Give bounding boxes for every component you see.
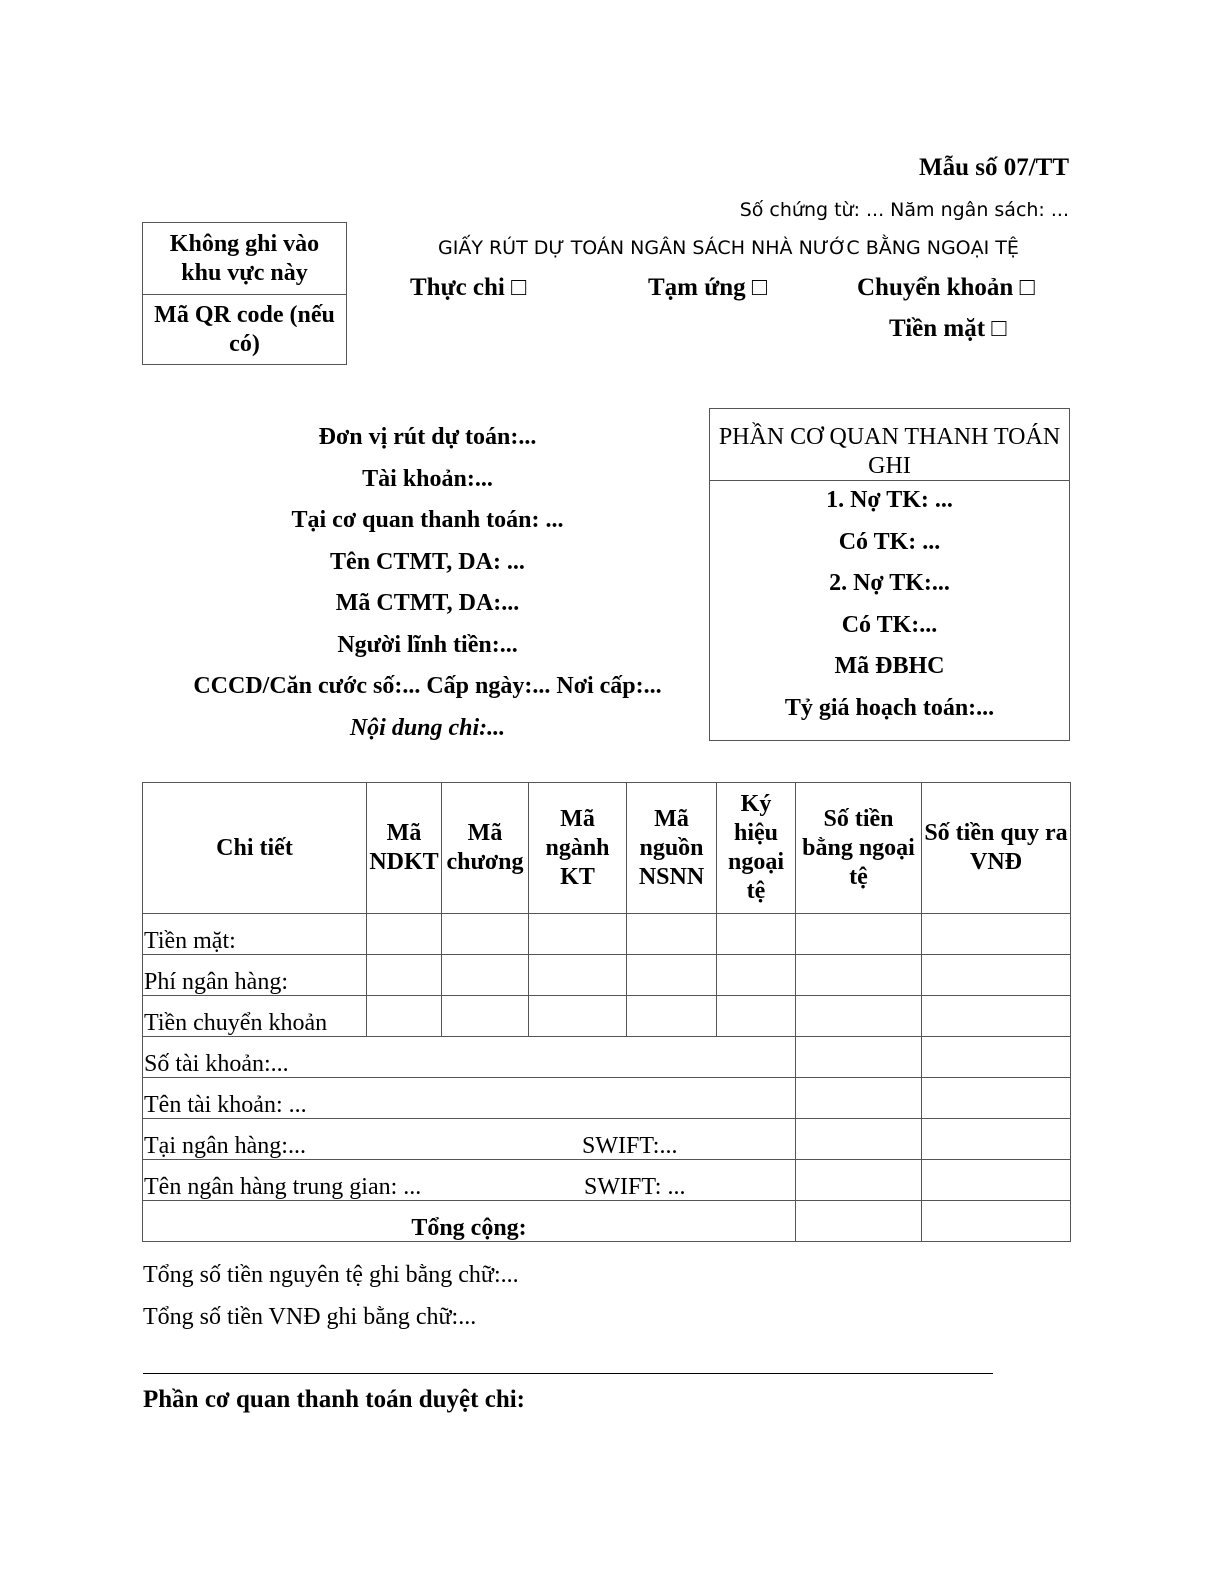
table-cell[interactable]: [922, 955, 1071, 996]
row-so-tai-khoan-label: Số tài khoản:...: [143, 1037, 796, 1078]
no-write-label: Không ghi vào khu vực này: [169, 230, 320, 286]
col-chi-tiet: Chi tiết: [143, 783, 367, 914]
table-cell[interactable]: [627, 996, 717, 1037]
payment-content: Nội dung chi:...: [349, 714, 506, 741]
debit-account-2: 2. Nợ TK:...: [829, 570, 950, 596]
table-cell[interactable]: [717, 914, 796, 955]
col-ma-nguon: Mã nguồn NSNN: [627, 783, 717, 914]
separator-line: [143, 1373, 993, 1374]
table-cell[interactable]: [529, 914, 627, 955]
swift-label-1: SWIFT:...: [582, 1133, 678, 1159]
form-title: GIẤY RÚT DỰ TOÁN NGÂN SÁCH NHÀ NƯỚC BẰNG NGOẠI TỆ: [438, 237, 1019, 259]
col-ma-nganh: Mã ngành KT: [529, 783, 627, 914]
option-tien-mat[interactable]: Tiền mặt □: [889, 315, 1007, 342]
col-so-tien-ngoai-te: Số tiền bằng ngoại tệ: [796, 783, 922, 914]
table-cell[interactable]: [367, 955, 442, 996]
table-cell[interactable]: [442, 996, 529, 1037]
table-row: [143, 1119, 1071, 1160]
table-row: [143, 1160, 1071, 1201]
unit-name: Đơn vị rút dự toán:...: [318, 424, 537, 450]
table-cell[interactable]: [529, 955, 627, 996]
table-cell[interactable]: [922, 996, 1071, 1037]
no-write-box: [142, 222, 347, 365]
table-cell[interactable]: [717, 996, 796, 1037]
table-row: [143, 1037, 1071, 1078]
row-ngan-hang-trung-gian-label: Tên ngân hàng trung gian: ...: [144, 1174, 422, 1200]
option-tam-ung[interactable]: Tạm ứng □: [648, 274, 768, 301]
table-cell[interactable]: [796, 914, 922, 955]
exchange-rate: Tỷ giá hoạch toán:...: [784, 694, 995, 721]
row-tong-cong-label: Tổng cộng:: [143, 1201, 796, 1242]
table-cell[interactable]: [367, 914, 442, 955]
table-cell[interactable]: [627, 914, 717, 955]
row-tai-ngan-hang: [143, 1119, 796, 1160]
table-cell[interactable]: [442, 914, 529, 955]
row-tai-ngan-hang-label: Tại ngân hàng:...: [144, 1133, 306, 1159]
table-cell[interactable]: [796, 996, 922, 1037]
total-foreign-in-words: Tổng số tiền nguyên tệ ghi bằng chữ:...: [143, 1262, 519, 1288]
admin-unit-code: Mã ĐBHC: [834, 653, 945, 679]
table-cell[interactable]: [922, 914, 1071, 955]
credit-account-1: Có TK: ...: [838, 528, 941, 555]
row-tien-mat-label: Tiền mặt:: [143, 914, 367, 955]
table-row: [143, 1078, 1071, 1119]
program-name: Tên CTMT, DA: ...: [330, 548, 525, 575]
table-row: [143, 914, 1071, 955]
table-cell[interactable]: [922, 1078, 1071, 1119]
table-cell[interactable]: [922, 1160, 1071, 1201]
table-cell[interactable]: [922, 1037, 1071, 1078]
row-ngan-hang-trung-gian: [143, 1160, 796, 1201]
table-cell[interactable]: [796, 1201, 922, 1242]
row-phi-ngan-hang-label: Phí ngân hàng:: [143, 955, 367, 996]
qr-code-label: Mã QR code (nếu có): [143, 294, 346, 365]
credit-account-2: Có TK:...: [841, 611, 938, 638]
swift-label-2: SWIFT: ...: [584, 1174, 686, 1200]
option-chuyen-khoan[interactable]: Chuyển khoản □: [857, 274, 1035, 301]
table-cell[interactable]: [922, 1201, 1071, 1242]
table-cell[interactable]: [442, 955, 529, 996]
unit-account: Tài khoản:...: [362, 465, 493, 492]
table-cell[interactable]: [796, 1078, 922, 1119]
table-header-row: [143, 783, 1071, 914]
document-meta: Số chứng từ: ... Năm ngân sách: ...: [739, 199, 1069, 221]
program-code: Mã CTMT, DA:...: [335, 590, 520, 616]
table-cell[interactable]: [796, 1037, 922, 1078]
table-cell[interactable]: [529, 996, 627, 1037]
approval-heading: Phần cơ quan thanh toán duyệt chi:: [143, 1386, 525, 1413]
col-so-tien-vnd: Số tiền quy ra VNĐ: [922, 783, 1071, 914]
table-cell[interactable]: [627, 955, 717, 996]
unit-info: [160, 420, 695, 752]
col-ky-hieu: Ký hiệu ngoại tệ: [717, 783, 796, 914]
detail-table: [142, 782, 1071, 1242]
row-ten-tai-khoan-label: Tên tài khoản: ...: [143, 1078, 796, 1119]
table-row: [143, 996, 1071, 1037]
table-cell[interactable]: [717, 955, 796, 996]
recipient: Người lĩnh tiền:...: [337, 631, 518, 658]
total-vnd-in-words: Tổng số tiền VNĐ ghi bằng chữ:...: [143, 1304, 477, 1330]
col-ma-chuong: Mã chương: [442, 783, 529, 914]
table-row: [143, 955, 1071, 996]
table-cell[interactable]: [796, 1119, 922, 1160]
payment-office: Tại cơ quan thanh toán: ...: [291, 507, 564, 533]
row-tien-chuyen-khoan-label: Tiền chuyển khoản: [143, 996, 367, 1037]
option-thuc-chi[interactable]: Thực chi □: [410, 274, 527, 301]
id-card: CCCD/Căn cước số:... Cấp ngày:... Nơi cấp:...: [193, 673, 662, 699]
form-number: Mẫu số 07/TT: [918, 154, 1069, 181]
payment-office-box: [709, 408, 1070, 741]
table-row: [143, 1201, 1071, 1242]
debit-account-1: 1. Nợ TK: ...: [826, 487, 953, 513]
table-cell[interactable]: [796, 1160, 922, 1201]
payment-office-heading: PHẦN CƠ QUAN THANH TOÁN GHI: [710, 409, 1069, 481]
col-ma-ndkt: Mã NDKT: [367, 783, 442, 914]
table-cell[interactable]: [367, 996, 442, 1037]
table-cell[interactable]: [922, 1119, 1071, 1160]
table-cell[interactable]: [796, 955, 922, 996]
